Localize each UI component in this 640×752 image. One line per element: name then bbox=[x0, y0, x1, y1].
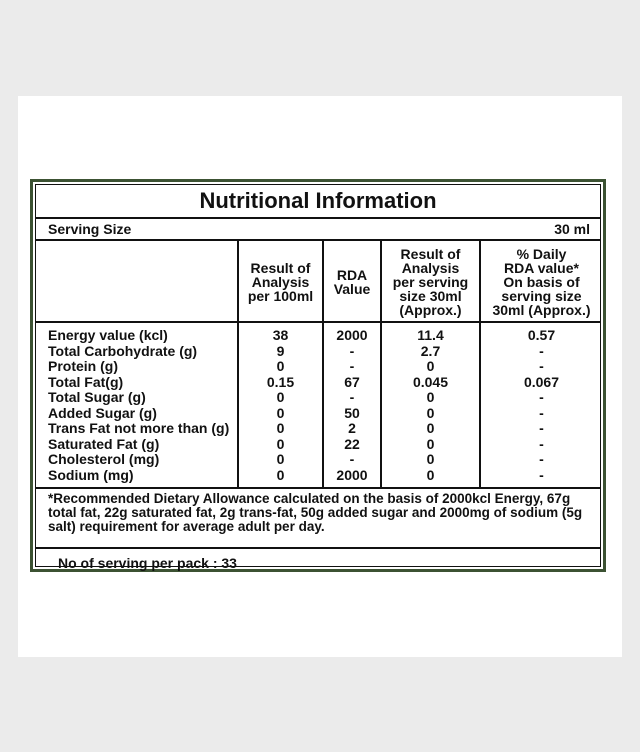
nutrient-name: Total Sugar (g) bbox=[48, 389, 146, 405]
per-serving-value: 0 bbox=[426, 358, 435, 374]
per-serving-value: 0 bbox=[426, 451, 435, 467]
nutrient-row bbox=[36, 359, 600, 375]
daily-rda-value: - bbox=[539, 451, 544, 467]
nutrient-row bbox=[36, 437, 600, 453]
daily-rda-value: - bbox=[539, 404, 544, 421]
nutrient-row bbox=[36, 452, 600, 468]
per100-value: 0 bbox=[276, 420, 285, 436]
nutrient-name: Total Carbohydrate (g) bbox=[48, 342, 198, 359]
nutrition-label bbox=[30, 179, 606, 572]
per-serving-value: 0 bbox=[426, 404, 435, 421]
daily-rda-value: - bbox=[539, 420, 544, 436]
rda-value: 2000 bbox=[336, 327, 368, 343]
nutrient-name: Protein (g) bbox=[48, 358, 118, 374]
per-serving-value: 0.045 bbox=[412, 373, 449, 390]
table-bottom-divider bbox=[36, 487, 600, 489]
nutrient-name: Sodium (mg) bbox=[48, 466, 134, 483]
footnote-divider bbox=[36, 547, 600, 549]
daily-rda-value: 0.067 bbox=[523, 373, 560, 390]
serving-size-row bbox=[36, 219, 600, 241]
per-serving-value: 2.7 bbox=[420, 342, 441, 359]
rda-value: - bbox=[349, 389, 355, 405]
nutrient-name: Total Fat(g) bbox=[48, 373, 124, 390]
daily-rda-value: - bbox=[539, 342, 544, 359]
nutrient-row bbox=[36, 406, 600, 422]
header-divider bbox=[36, 321, 600, 323]
per-serving-value: 0 bbox=[426, 466, 435, 483]
rda-value: 50 bbox=[344, 404, 360, 421]
rda-footnote: *Recommended Dietary Allowance calculated on the basis of 2000kcl Energy, 67g total fat, 22g saturated fat, 2g trans-fat, 50g added sugar and 2000mg of sodium (5g salt) requirement for average adult per day. bbox=[48, 491, 583, 534]
daily-rda-value: - bbox=[539, 435, 544, 452]
per100-value: 0 bbox=[276, 389, 285, 405]
per100-value: 38 bbox=[272, 327, 289, 343]
nutrient-row bbox=[36, 328, 600, 344]
header-daily-rda: % Daily RDA value* On basis of serving size 30ml (Approx.) bbox=[492, 246, 591, 318]
header-per100: Result of Analysis per 100ml bbox=[247, 260, 314, 304]
per100-value: 0 bbox=[276, 466, 285, 483]
per-serving-value: 0 bbox=[426, 420, 435, 436]
per100-value: 0 bbox=[276, 435, 285, 452]
label-title: Nutritional Information bbox=[36, 185, 600, 219]
per100-value: 0.15 bbox=[266, 373, 295, 390]
per-serving-value: 0 bbox=[426, 435, 435, 452]
daily-rda-value: - bbox=[539, 358, 544, 374]
header-per-serving: Result of Analysis per serving size 30ml (Approx.) bbox=[392, 246, 469, 318]
nutrient-name: Energy value (kcl) bbox=[48, 327, 168, 343]
per-serving-value: 11.4 bbox=[417, 327, 444, 343]
nutrient-row bbox=[36, 468, 600, 484]
daily-rda-value: - bbox=[539, 466, 544, 483]
daily-rda-value: - bbox=[539, 389, 544, 405]
serving-size-value: 30 ml bbox=[554, 221, 590, 237]
rda-value: - bbox=[349, 342, 355, 359]
nutrient-name: Cholesterol (mg) bbox=[48, 451, 160, 467]
nutrient-row bbox=[36, 421, 600, 437]
serving-size-label: Serving Size bbox=[48, 221, 132, 237]
nutrient-row bbox=[36, 390, 600, 406]
servings-per-pack: No of serving per pack : 33 bbox=[58, 555, 237, 571]
nutrient-name: Added Sugar (g) bbox=[48, 404, 157, 421]
nutrient-name: Trans Fat not more than (g) bbox=[48, 420, 230, 436]
header-rda: RDA Value bbox=[333, 267, 371, 297]
nutrient-row bbox=[36, 344, 600, 360]
rda-value: - bbox=[349, 358, 355, 374]
nutrition-label-inner bbox=[35, 184, 601, 571]
rda-value: 22 bbox=[344, 435, 360, 452]
per100-value: 0 bbox=[276, 451, 285, 467]
daily-rda-value: 0.57 bbox=[527, 327, 556, 343]
per-serving-value: 0 bbox=[426, 389, 435, 405]
rda-value: 2000 bbox=[336, 466, 368, 483]
nutrient-row bbox=[36, 375, 600, 391]
rda-value: - bbox=[349, 451, 355, 467]
per100-value: 9 bbox=[276, 342, 285, 359]
rda-value: 67 bbox=[344, 373, 360, 390]
rda-value: 2 bbox=[348, 420, 356, 436]
per100-value: 0 bbox=[276, 404, 285, 421]
nutrient-name: Saturated Fat (g) bbox=[48, 435, 160, 452]
per100-value: 0 bbox=[276, 358, 285, 374]
